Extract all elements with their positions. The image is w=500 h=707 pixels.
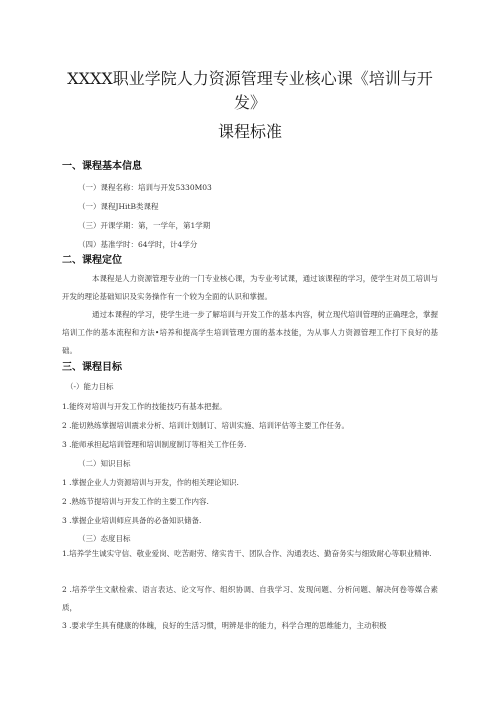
document-subtitle: 课程标准	[217, 122, 282, 141]
subheading-knowledge: （二）知识目标	[78, 459, 131, 468]
knowledge-item-3: 3 .掌握企业培训师应具备的必备知识储备.	[62, 516, 202, 525]
section-heading-basic-info: 一、课程基本信息	[62, 161, 142, 172]
ability-item-1: 1.能终对培训与开发工作的技能技巧有基本把握。	[62, 402, 227, 411]
section-heading-positioning: 二、课程定位	[62, 255, 122, 266]
ability-item-2: 2 .能切熟练掌握培训震求分析、培训计划制订、培训实施、培训评估等主要工作任务。	[62, 421, 350, 430]
positioning-paragraph-1: 本课程是人力资源管理专业的一门专业核心课，为专业考试课，通过该课程的学习，使学生对员工培训与开发的理论基础知识及实务操作有一个较为全面的认识和掌握。	[62, 274, 438, 301]
knowledge-item-1: 1 .掌握企业人力资源培训与开发，作的相关理论知识.	[62, 478, 239, 487]
ability-item-3: 3 .能师承担起培训管理和培训制度制订等相关工作任务.	[62, 440, 247, 449]
info-course-name: （一）课程名称：培训与开发5330M03	[78, 183, 212, 192]
knowledge-item-2: 2 .熟练节提培训与开发工作的主要工作内容.	[62, 497, 209, 506]
document-title: XXXX职业学院人力资源管理专业核心课《培训与开发》	[67, 69, 433, 112]
positioning-paragraph-2: 通过本课程的学习，使学生进一步了解培训与开发工作的基本内容，树立现代培训管理的正确理念，掌握培训工作的基本流程和方法•培养和提高学生培训管理方面的基本技能，为从事人力资源管理工作打下良好的基础。	[62, 310, 438, 355]
subheading-ability: （-）能力目标	[66, 382, 114, 391]
section-heading-objectives: 三、课程目标	[62, 362, 122, 373]
attitude-item-1: 1.培养学生诚实守信、敬业爱岗、吃苦耐劳、绪实肯干、团队合作、沟通表达、勤奋务实与细致耐心等职业精神.	[62, 549, 432, 558]
attitude-item-3: 3 .要求学生具有健康的体魄，良好的生活习惯，明辨是非的能力，科学合理的思维能力，主动积极	[62, 621, 387, 630]
subheading-attitude: （三）态度目标	[78, 534, 131, 543]
info-semester: （三）开课学期：第，一学年，第1学期	[78, 221, 211, 230]
info-hours: （四）基准学时：64学时，计4学分	[78, 240, 198, 249]
attitude-item-2: 2 .培养学生文献检索、语言表达、论文写作、组织协调、自我学习、发现问题、分析问题、解决何卷等媒合素质，	[62, 585, 438, 612]
info-course-type: （一）课程JHitB类课程	[78, 202, 159, 211]
